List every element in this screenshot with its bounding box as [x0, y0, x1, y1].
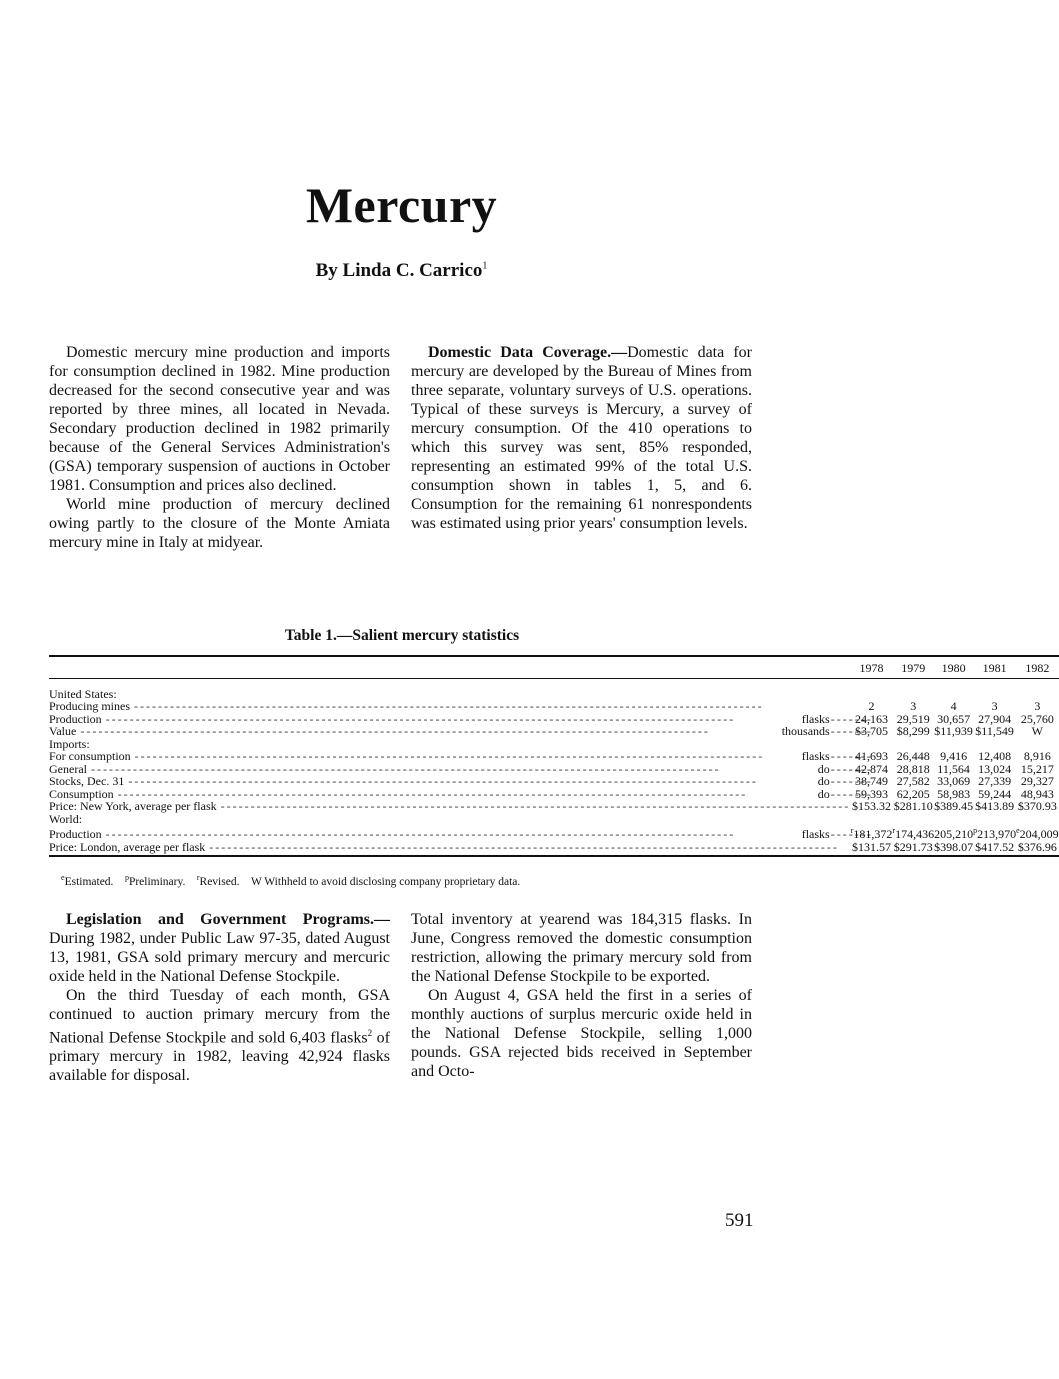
table-cell: 29,519: [896, 711, 930, 726]
revised-mark: r: [850, 826, 854, 835]
table-cell: 30,657: [937, 711, 971, 726]
paragraph-text: During 1982, under Public Law 97-35, dated August 13, 1981, GSA sold primary mercury and mercuric oxide held in the National Defense Stockpile.: [49, 930, 390, 985]
salient-statistics-table: [49, 655, 1059, 857]
table-cell: 3: [1034, 699, 1041, 713]
table-cell: $370.93: [1017, 799, 1057, 813]
table-cell: $^r$181,372: [850, 826, 893, 841]
table-cell: 9,416: [940, 749, 968, 763]
table-cell: $153.32: [852, 799, 892, 813]
table-row: [49, 813, 1059, 826]
author-footnote-mark: 1: [482, 260, 488, 272]
table-cell: 59,393: [855, 786, 889, 801]
footnote-mark: 2: [367, 1028, 373, 1038]
table-cell: 26,448: [896, 749, 930, 763]
row-label: For consumption: [49, 749, 131, 763]
table-cell: $417.52: [973, 841, 1016, 857]
row-unit: flasks: [801, 711, 830, 726]
table-cell: 13,024: [978, 761, 1012, 776]
table-cell: 27,339: [978, 774, 1012, 788]
row-label: Price: London, average per flask: [49, 839, 206, 854]
year-header: 1978: [851, 656, 893, 678]
row-label: Production: [49, 827, 102, 841]
author-name: By Linda C. Carrico: [315, 260, 483, 281]
table-cell: 48,943: [1020, 786, 1054, 801]
row-label: Imports:: [49, 736, 90, 751]
table-cell: 3: [991, 699, 998, 713]
table-row: [49, 700, 1059, 713]
table-cell: 4: [950, 699, 957, 713]
header-blank: [49, 656, 851, 678]
legislation-paragraph: [49, 910, 390, 986]
table-cell: 11,564: [937, 761, 970, 776]
table-cell: 62,205: [896, 786, 930, 801]
year-header: 1981: [973, 656, 1016, 678]
table-footnotes: $^e$Estimated. $^p$Preliminary. $^r$Revised. W Withheld to avoid disclosing company proprietary data.: [61, 873, 521, 888]
oxide-auction-paragraph: On August 4, GSA held the first in a series of monthly auctions of surplus mercuric oxide held in the National Defense Stockpile, selling 1,000 pounds. GSA rejected bids received in September and Octo-: [411, 987, 752, 1080]
footnote-preliminary: Preliminary.: [128, 875, 186, 888]
table-row: [49, 750, 1059, 763]
table-caption: Table 1.—Salient mercury statistics: [284, 627, 520, 644]
table-cell: $389.45: [934, 799, 974, 813]
table-cell: 3: [910, 699, 917, 713]
table-cell: $291.73: [892, 841, 934, 857]
table-cell: $11,549: [975, 724, 1014, 738]
table-cell: 38,749: [855, 774, 889, 788]
row-label: General: [49, 761, 87, 776]
table-cell: $8,299: [896, 724, 930, 738]
table-cell: 205,210: [934, 827, 974, 841]
intro-column-right: [411, 343, 752, 533]
row-unit: flasks: [801, 827, 830, 841]
table-cell: 27,582: [896, 774, 930, 788]
page-number: 591: [725, 1210, 754, 1231]
table-cell: $131.57: [851, 841, 893, 857]
row-label: Value: [49, 724, 77, 738]
section-run-in-heading: Domestic Data Coverage.—: [428, 344, 628, 361]
table-cell: 2: [868, 699, 875, 713]
table-cell: 42,874: [855, 761, 889, 776]
auction-paragraph: On the third Tuesday of each month, GSA continued to auction primary mercury from the National Defense Stockpile and sold 6,403 flasks$^2$ of primary mercury in 1982, leaving 42,924 flasks available for disposal.: [49, 987, 391, 1085]
table-cell: 27,904: [978, 711, 1012, 726]
year-header: 1982: [1016, 656, 1059, 678]
row-unit: do: [817, 786, 830, 801]
data-coverage-paragraph: [411, 343, 752, 533]
row-label: World:: [49, 811, 83, 826]
year-header: 1980: [934, 656, 973, 678]
estimated-mark: e: [1016, 826, 1020, 835]
table-row: [49, 678, 1059, 700]
table-cell: 41,693: [855, 749, 889, 763]
table-cell: W: [1031, 724, 1043, 738]
section-run-in-heading: Legislation and Government Programs.—: [66, 911, 390, 928]
table-cell: 12,408: [978, 749, 1012, 763]
intro-column-left: [49, 343, 390, 552]
footnote-withheld: W Withheld to avoid disclosing company proprietary data.: [250, 875, 521, 888]
table-row: [49, 775, 1059, 788]
row-unit: do: [817, 761, 830, 776]
footnote-estimated: Estimated.: [64, 875, 114, 888]
preliminary-mark: p: [973, 826, 978, 835]
table-cell: $^e$204,009: [1016, 826, 1059, 841]
table-cell: $281.10: [893, 799, 933, 813]
table-cell: 33,069: [937, 774, 971, 788]
table-cell: 25,760: [1020, 711, 1054, 726]
table-cell: 59,244: [978, 786, 1012, 801]
author-byline: [0, 260, 803, 282]
article-title: Mercury: [305, 177, 498, 233]
table-cell: $^p$213,970: [973, 826, 1017, 841]
row-label: United States:: [49, 686, 117, 701]
row-label: Price: New York, average per flask: [49, 799, 217, 813]
row-label: Stocks, Dec. 31: [49, 774, 125, 788]
table-cell: 24,163: [855, 711, 889, 726]
intro-paragraph: World mine production of mercury declined owing partly to the closure of the Monte Amiata mercury mine in Italy at midyear.: [49, 496, 390, 551]
table-row: [49, 841, 1059, 857]
row-unit: do: [817, 774, 830, 788]
footnote-revised: Revised.: [199, 875, 240, 888]
row-unit: thousands: [781, 724, 830, 738]
table-cell: $3,705: [855, 724, 889, 738]
table-cell: $376.96: [1016, 841, 1059, 857]
table-cell: 58,983: [937, 786, 971, 801]
row-label: Producing mines: [49, 699, 130, 713]
table-cell: $398.07: [934, 841, 973, 857]
table-cell: $413.89: [975, 799, 1015, 813]
intro-paragraph: Domestic mercury mine production and imports for consumption declined in 1982. Mine production decreased for the second consecutive year and was reported by three mines, all located in Nevada. Secondary production declined in 1982 primarily because of the General Services Administration's (GSA) temporary suspension of auctions in October 1981. Consumption and prices also declined.: [49, 344, 390, 494]
paragraph-text: Domestic data for mercury are developed by the Bureau of Mines from three separate, voluntary surveys of U.S. operations. Typical of these surveys is Mercury, a survey of mercury consumption. Of the 410 operations to which this survey was sent, 85% responded, representing an estimated 99% of the total U.S. consumption shown in tables 1, 5, and 6. Consumption for the remaining 61 nonrespondents was estimated using prior years' consumption levels.: [411, 344, 753, 532]
table-cell: 29,327: [1020, 774, 1054, 788]
year-header: 1979: [892, 656, 934, 678]
inventory-paragraph: Total inventory at yearend was 184,315 flasks. In June, Congress removed the domestic consumption restriction, allowing the primary mercury sold from the National Defense Stockpile to be exported.: [411, 911, 752, 985]
table-row: [49, 800, 1059, 813]
body-column-right: [411, 910, 752, 1081]
row-label: Production: [49, 711, 102, 726]
table-cell: $11,939: [934, 724, 973, 738]
table-cell: 15,217: [1020, 761, 1054, 776]
table-row: [49, 725, 1059, 738]
table-row: [49, 825, 1059, 841]
row-label: Consumption: [49, 786, 114, 801]
body-column-left: [49, 910, 390, 1085]
table-cell: 28,818: [896, 761, 930, 776]
row-unit: flasks: [801, 749, 830, 763]
table-cell: 8,916: [1023, 749, 1051, 763]
table-header-row: [49, 656, 1059, 678]
table-cell: $^r$174,436: [892, 826, 935, 841]
revised-mark: r: [892, 826, 896, 835]
